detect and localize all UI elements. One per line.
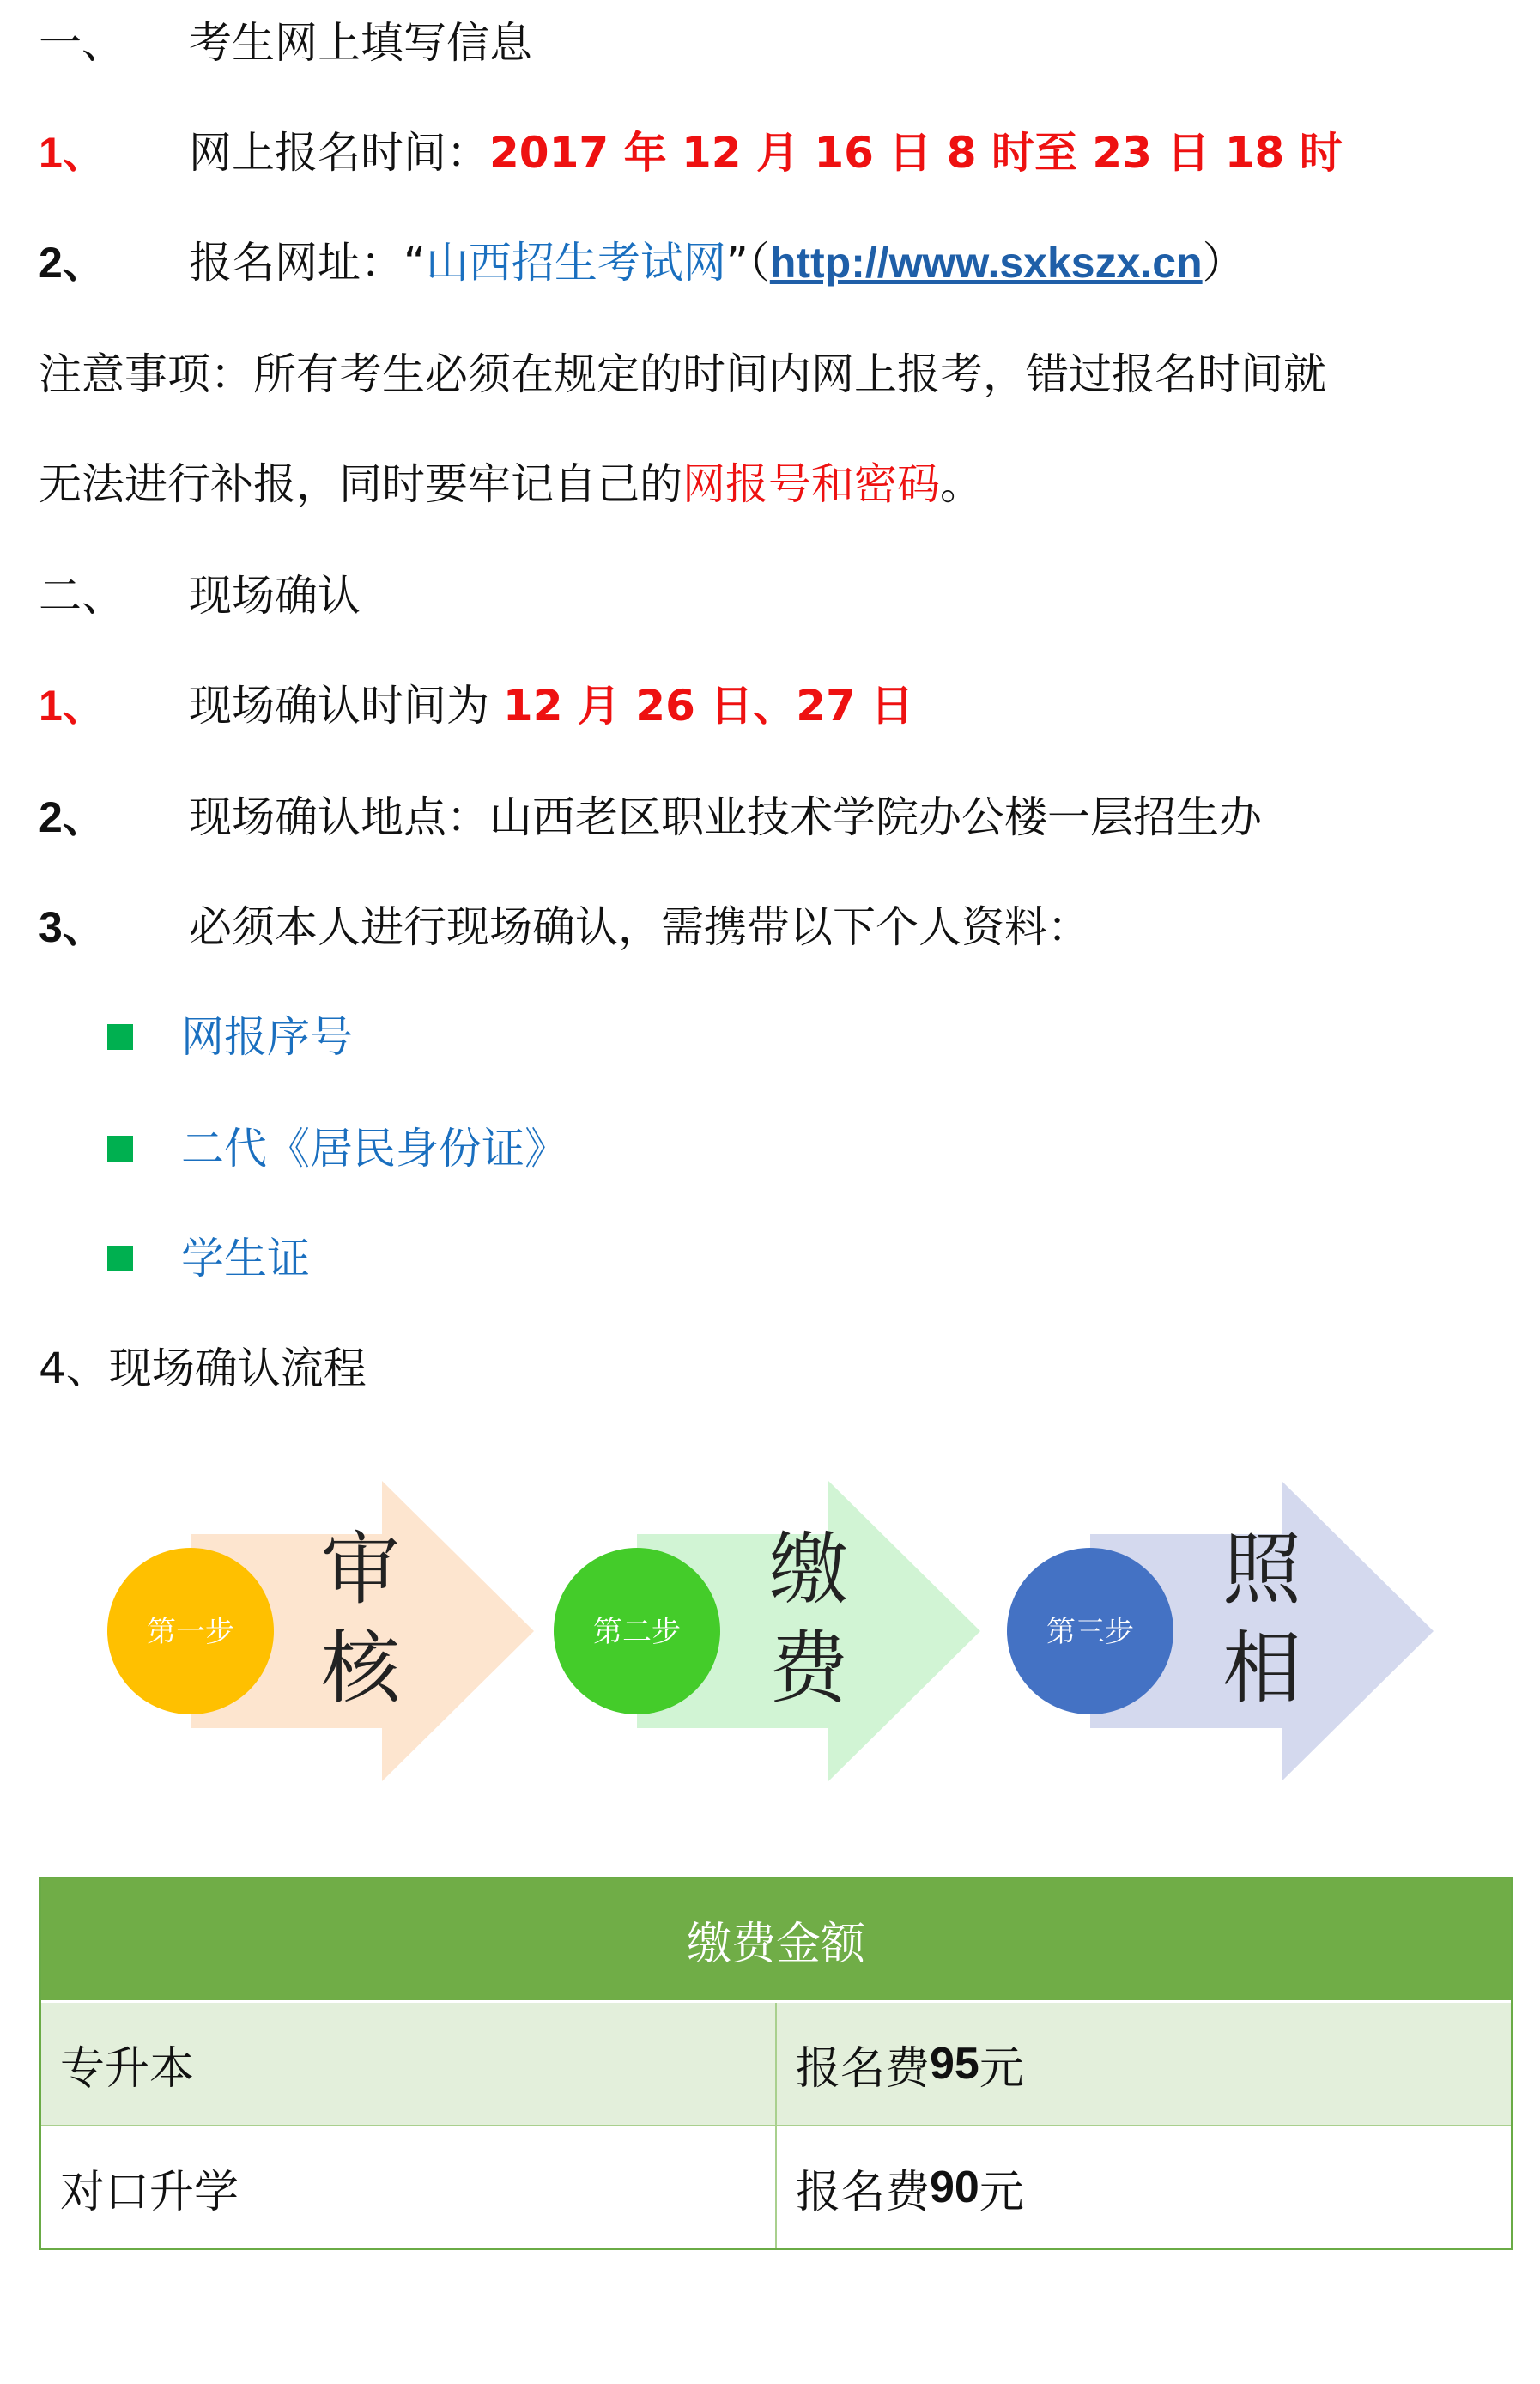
flow-step-3 [1007, 1481, 1434, 1781]
step-circle-label: 第二步 [593, 1615, 681, 1649]
section-two-title: 现场确认 [189, 571, 361, 621]
section-two-heading [39, 566, 361, 626]
note-line-1: 注意事项：所有考生必须在规定的时间内网上报考，错过报名时间就 [39, 349, 1326, 399]
signup-url-label: 报名网址：“ [189, 238, 426, 288]
fee-amount: 90 [930, 2163, 979, 2212]
step-circle-label: 第三步 [1046, 1615, 1134, 1649]
section-two-marker: 二、 [39, 572, 124, 620]
square-bullet-icon [107, 1136, 133, 1162]
signup-time-line [39, 123, 1343, 183]
step-char-bottom: 核 [320, 1623, 401, 1714]
material-label: 学生证 [181, 1234, 310, 1283]
process-flow-diagram [0, 1459, 1540, 1803]
material-item [107, 1119, 567, 1179]
confirm-location-line [39, 787, 1262, 847]
item-number: 2、 [39, 793, 106, 841]
square-bullet-icon [107, 1246, 133, 1271]
step-circle-label: 第一步 [147, 1615, 234, 1649]
fee-amount-cell [775, 2003, 1511, 2125]
confirm-time-value: 12 月 26 日、27 日 [502, 681, 914, 731]
material-item [107, 1007, 353, 1067]
step-char-top: 缴 [768, 1524, 849, 1616]
material-item [107, 1228, 310, 1289]
flow-step-2 [554, 1481, 980, 1781]
step-char-top: 审 [320, 1524, 401, 1616]
flow-heading: 4、现场确认流程 [39, 1344, 367, 1393]
signup-time-label: 网上报名时间： [189, 128, 489, 178]
material-label: 二代《居民身份证》 [181, 1124, 567, 1174]
fee-type-cell: 专升本 [60, 2042, 195, 2095]
fee-prefix: 报名费 [796, 2042, 931, 2095]
close-paren: ） [1202, 238, 1246, 288]
fee-unit: 元 [979, 2042, 1024, 2095]
fee-amount: 95 [930, 2039, 979, 2089]
signup-url-link[interactable]: http://www.sxkszx.cn [769, 239, 1203, 287]
step-char-bottom: 相 [1222, 1623, 1302, 1714]
fee-unit: 元 [979, 2166, 1024, 2218]
fee-table [39, 1877, 1513, 2250]
note-line-2 [39, 454, 983, 514]
step-char-bottom: 费 [768, 1623, 849, 1714]
item-number: 1、 [39, 682, 106, 730]
section-one-marker: 一、 [39, 19, 124, 67]
quote-paren: ”（ [725, 238, 770, 288]
section-one-heading [39, 13, 532, 73]
fee-table-header: 缴费金额 [41, 1878, 1511, 2003]
confirm-location-text: 现场确认地点：山西老区职业技术学院办公楼一层招生办 [189, 792, 1262, 842]
table-row [41, 2003, 1511, 2125]
section-one-title: 考生网上填写信息 [189, 18, 532, 68]
table-row [41, 2125, 1511, 2248]
site-name: 山西招生考试网 [425, 238, 726, 288]
signup-url-line [39, 233, 1246, 293]
materials-intro-line [39, 897, 1090, 957]
square-bullet-icon [107, 1024, 133, 1050]
step-char-top: 照 [1222, 1524, 1302, 1616]
note-prefix: 无法进行补报，同时要牢记自己的 [39, 459, 682, 509]
signup-time-value: 2017 年 12 月 16 日 8 时至 23 日 18 时 [489, 128, 1343, 178]
confirm-time-label: 现场确认时间为 [189, 681, 503, 731]
fee-amount-cell [775, 2126, 1511, 2248]
confirm-time-line [39, 676, 913, 736]
fee-prefix: 报名费 [796, 2166, 931, 2218]
fee-type-cell: 对口升学 [60, 2166, 239, 2218]
item-number: 2、 [39, 239, 106, 287]
note-highlight: 网报号和密码 [682, 459, 940, 509]
note-suffix: 。 [940, 459, 983, 509]
item-number: 1、 [39, 129, 106, 177]
materials-intro-text: 必须本人进行现场确认，需携带以下个人资料： [189, 902, 1090, 952]
material-label: 网报序号 [181, 1012, 353, 1062]
item-number: 3、 [39, 903, 106, 951]
flow-step-1 [107, 1481, 534, 1781]
